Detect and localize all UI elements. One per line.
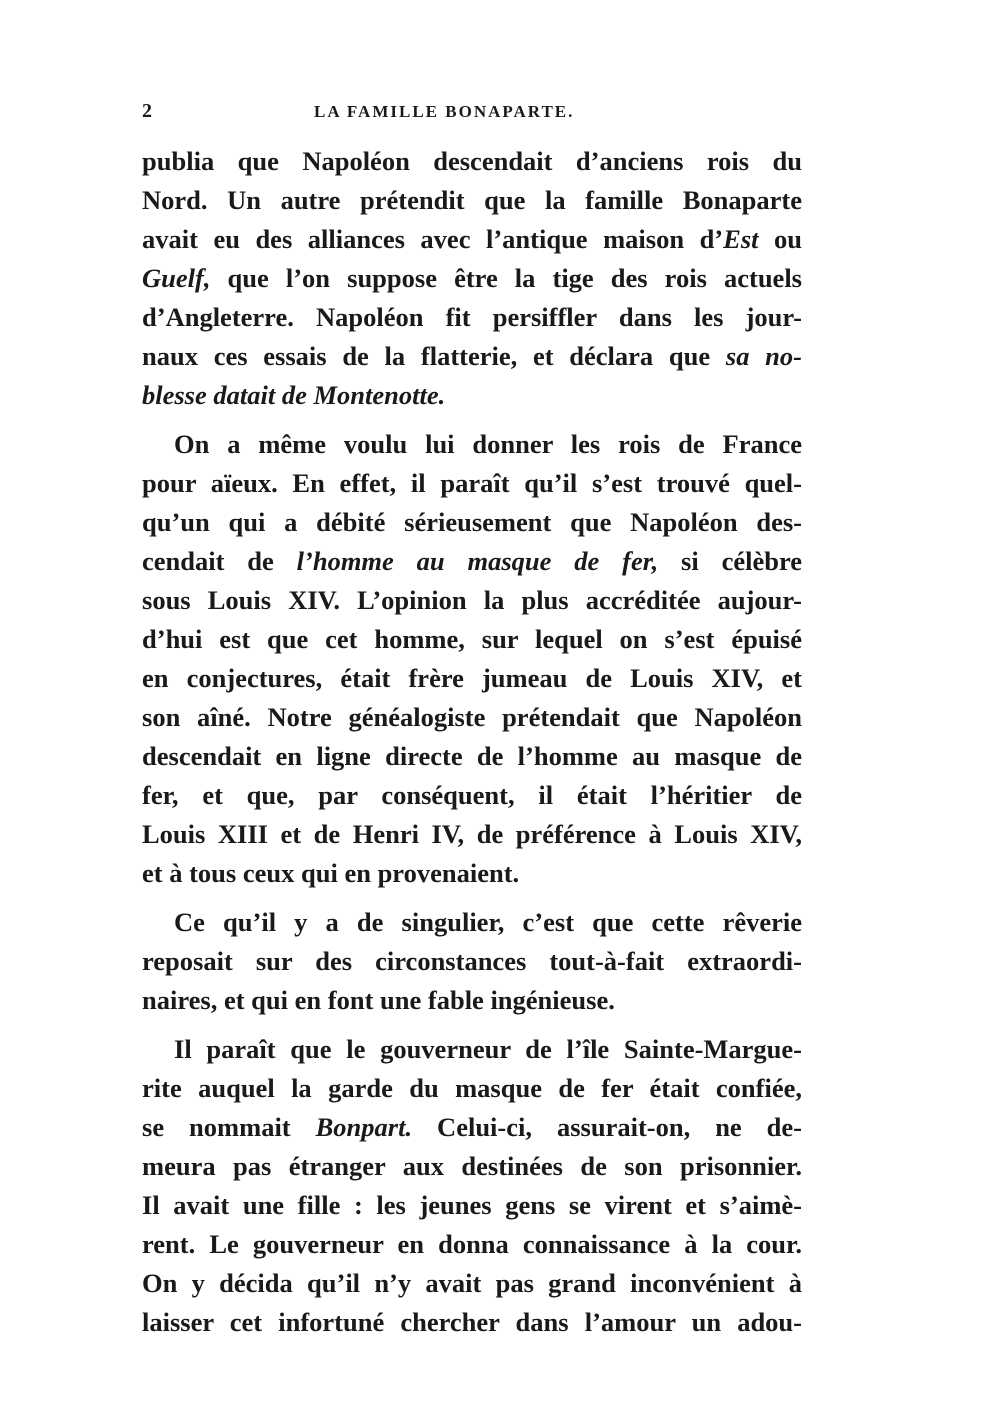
text-line: pour aïeux. En effet, il paraît qu’il s’est trouvé quel- xyxy=(142,468,802,498)
text-line: naires, et qui en font une fable ingénieuse. xyxy=(142,985,615,1015)
text-line: d’hui est que cet homme, sur lequel on s’est épuisé xyxy=(142,624,802,654)
text-line: naux ces essais de la flatterie, et déclara que sa no- xyxy=(142,341,802,371)
text-line: et à tous ceux qui en provenaient. xyxy=(142,858,520,888)
text-line: Il avait une fille : les jeunes gens se virent et s’aimè- xyxy=(142,1190,802,1220)
text-line: Louis XIII et de Henri IV, de préférence à Louis XIV, xyxy=(142,819,802,849)
text-line: Il paraît que le gouverneur de l’île Sainte-Margue- xyxy=(174,1034,802,1064)
paragraph-1 xyxy=(142,142,802,415)
paragraph-2 xyxy=(142,425,802,893)
text-line: se nommait Bonpart. Celui-ci, assurait-on, ne de- xyxy=(142,1112,802,1142)
text-line: qu’un qui a débité sérieusement que Napoléon des- xyxy=(142,507,802,537)
body-text xyxy=(142,142,802,1352)
text-line: Nord. Un autre prétendit que la famille Bonaparte xyxy=(142,185,802,215)
page-number: 2 xyxy=(142,100,152,122)
paragraph-3 xyxy=(142,903,802,1020)
text-line: publia que Napoléon descendait d’anciens rois du xyxy=(142,146,802,176)
text-line: meura pas étranger aux destinées de son prisonnier. xyxy=(142,1151,802,1181)
text-line: reposait sur des circonstances tout-à-fait extraordi- xyxy=(142,946,802,976)
text-line: Guelf, que l’on suppose être la tige des rois actuels xyxy=(142,263,802,293)
text-line: On y décida qu’il n’y avait pas grand inconvénient à xyxy=(142,1268,802,1298)
text-line: rent. Le gouverneur en donna connaissance à la cour. xyxy=(142,1229,802,1259)
text-line: blesse datait de Montenotte. xyxy=(142,380,446,410)
text-line: son aîné. Notre généalogiste prétendait que Napoléon xyxy=(142,702,802,732)
text-line: Ce qu’il y a de singulier, c’est que cette rêverie xyxy=(174,907,802,937)
text-line: d’Angleterre. Napoléon fit persiffler dans les jour- xyxy=(142,302,802,332)
text-line: sous Louis XIV. L’opinion la plus accréditée aujour- xyxy=(142,585,802,615)
text-line: avait eu des alliances avec l’antique maison d’Est ou xyxy=(142,224,802,254)
text-line: descendait en ligne directe de l’homme au masque de xyxy=(142,741,802,771)
text-line: rite auquel la garde du masque de fer était confiée, xyxy=(142,1073,802,1103)
text-line: cendait de l’homme au masque de fer, si célèbre xyxy=(142,546,802,576)
text-line: en conjectures, était frère jumeau de Louis XIV, et xyxy=(142,663,802,693)
running-title: LA FAMILLE BONAPARTE. xyxy=(314,102,575,121)
page-header xyxy=(142,100,802,130)
text-line: On a même voulu lui donner les rois de France xyxy=(174,429,802,459)
text-line: laisser cet infortuné chercher dans l’amour un adou- xyxy=(142,1307,802,1337)
paragraph-4 xyxy=(142,1030,802,1342)
text-line: fer, et que, par conséquent, il était l’héritier de xyxy=(142,780,802,810)
